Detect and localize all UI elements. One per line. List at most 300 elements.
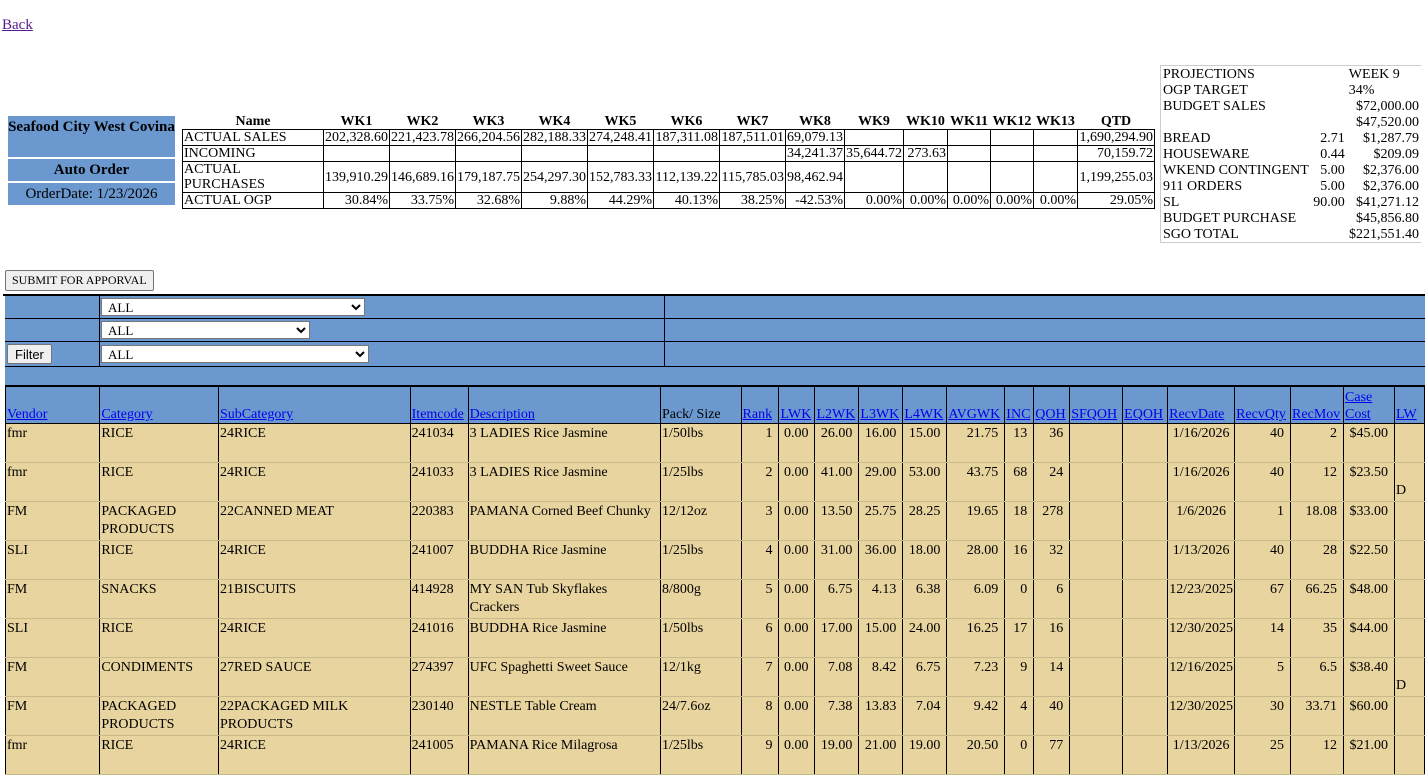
weeks-cell xyxy=(654,146,720,162)
item-cell-eqoh xyxy=(1123,424,1168,463)
sort-link-description[interactable]: Description xyxy=(469,407,535,422)
item-cell-recmov: 12 xyxy=(1291,463,1344,502)
weeks-cell: 0.00% xyxy=(991,193,1034,209)
weeks-cell xyxy=(1034,146,1078,162)
weeks-cell xyxy=(904,130,948,146)
projection-row xyxy=(1161,82,1421,98)
weeks-header-wk10: WK10 xyxy=(904,114,948,130)
item-cell-category: PACKAGED PRODUCTS xyxy=(100,502,219,541)
sort-link-rank[interactable]: Rank xyxy=(742,407,773,422)
item-cell-eqoh xyxy=(1123,502,1168,541)
item-cell-inc: 16 xyxy=(1005,541,1034,580)
item-cell-l3wk: 25.75 xyxy=(859,502,903,541)
item-cell-itemcode: 241007 xyxy=(410,541,468,580)
projection-label: BUDGET PURCHASE xyxy=(1163,210,1297,226)
item-cell-recvqty: 40 xyxy=(1235,424,1291,463)
weeks-row-label: ACTUAL OGP xyxy=(183,193,324,209)
item-cell-inc: 17 xyxy=(1005,619,1034,658)
item-cell-l3wk: 36.00 xyxy=(859,541,903,580)
item-cell-pack-size: 24/7.6oz xyxy=(660,697,741,736)
item-cell-description: MY SAN Tub Skyflakes Crackers xyxy=(468,580,660,619)
item-cell-description: BUDDHA Rice Jasmine xyxy=(468,541,660,580)
item-cell-sfqoh xyxy=(1070,697,1123,736)
items-table xyxy=(5,386,1425,775)
column-header-case-cost xyxy=(1344,387,1395,424)
item-cell-description: UFC Spaghetti Sweet Sauce xyxy=(468,658,660,697)
spacer-row xyxy=(5,367,1425,386)
item-cell-eqoh xyxy=(1123,658,1168,697)
item-cell-l2wk: 7.38 xyxy=(815,697,859,736)
item-cell-vendor: fmr xyxy=(6,424,100,463)
projection-label: SL xyxy=(1163,194,1180,210)
item-cell-recmov: 35 xyxy=(1291,619,1344,658)
weeks-cell xyxy=(720,146,786,162)
projection-value: $47,520.00 xyxy=(1356,114,1419,130)
item-cell-l4wk: 53.00 xyxy=(903,463,947,502)
item-cell-category: PACKAGED PRODUCTS xyxy=(100,697,219,736)
item-cell-lwk: 0.00 xyxy=(779,463,815,502)
weeks-cell xyxy=(948,162,991,193)
weeks-cell: 152,783.33 xyxy=(588,162,654,193)
item-cell-l3wk: 4.13 xyxy=(859,580,903,619)
item-cell-category: RICE xyxy=(100,541,219,580)
filter-row-subcategory xyxy=(5,342,1425,367)
item-cell-rank: 5 xyxy=(741,580,779,619)
item-cell-recmov: 6.5 xyxy=(1291,658,1344,697)
item-cell-itemcode: 241016 xyxy=(410,619,468,658)
weeks-cell xyxy=(948,130,991,146)
weeks-cell xyxy=(390,146,456,162)
weeks-cell: 274,248.41 xyxy=(589,130,652,145)
weeks-row-label: INCOMING xyxy=(183,146,324,162)
projection-factor xyxy=(1311,98,1347,114)
item-cell-lwk: 0.00 xyxy=(779,619,815,658)
column-header-pack-size: Pack/ Size xyxy=(660,387,741,424)
item-cell-qoh: 77 xyxy=(1034,736,1070,775)
weeks-cell: 1,690,294.90 xyxy=(1079,130,1153,145)
sort-link-inc[interactable]: INC xyxy=(1006,407,1031,422)
item-cell-lwk: 0.00 xyxy=(779,502,815,541)
projection-label xyxy=(1161,114,1311,130)
sort-link-case-cost[interactable]: Case Cost xyxy=(1345,390,1373,422)
item-cell-l3wk: 15.00 xyxy=(859,619,903,658)
projection-value: $45,856.80 xyxy=(1356,210,1419,226)
sort-link-l4wk[interactable]: L4WK xyxy=(904,407,944,422)
projection-factor xyxy=(1311,226,1347,242)
item-cell-subcategory: 21BISCUITS xyxy=(218,580,410,619)
item-cell-qoh: 14 xyxy=(1034,658,1070,697)
item-cell-pack-size: 8/800g xyxy=(660,580,741,619)
weeks-header-wk13: WK13 xyxy=(1034,114,1078,130)
item-cell-category: CONDIMENTS xyxy=(100,658,219,697)
item-cell-inc: 0 xyxy=(1005,580,1034,619)
sort-link-eqoh[interactable]: EQOH xyxy=(1124,407,1164,422)
column-header-l3wk xyxy=(859,387,903,424)
item-cell-itemcode: 241034 xyxy=(410,424,468,463)
item-cell-lw xyxy=(1394,502,1424,541)
weeks-row-label: ACTUAL PURCHASES xyxy=(183,162,324,193)
item-cell-sfqoh xyxy=(1070,619,1123,658)
weeks-row-actual-sales xyxy=(183,130,1155,146)
item-cell-l3wk: 13.83 xyxy=(859,697,903,736)
item-cell-pack-size: 1/25lbs xyxy=(660,463,741,502)
item-cell-eqoh xyxy=(1123,736,1168,775)
item-cell-itemcode: 230140 xyxy=(410,697,468,736)
item-cell-recmov: 66.25 xyxy=(1291,580,1344,619)
item-cell-lwk: 0.00 xyxy=(779,541,815,580)
item-cell-recvqty: 30 xyxy=(1235,697,1291,736)
item-cell-sfqoh xyxy=(1070,502,1123,541)
item-cell-recvqty: 25 xyxy=(1235,736,1291,775)
sort-link-l3wk[interactable]: L3WK xyxy=(860,407,900,422)
item-cell-itemcode: 414928 xyxy=(410,580,468,619)
projection-row xyxy=(1161,66,1421,82)
weeks-header-wk11: WK11 xyxy=(948,114,991,130)
item-cell-pack-size: 1/50lbs xyxy=(660,619,741,658)
weeks-row-actual-purchases xyxy=(183,162,1155,193)
item-cell-l4wk: 6.75 xyxy=(903,658,947,697)
item-cell-case-cost: $48.00 xyxy=(1344,580,1395,619)
item-cell-subcategory: 27RED SAUCE xyxy=(218,658,410,697)
item-cell-itemcode: 241033 xyxy=(410,463,468,502)
weeks-header-wk4: WK4 xyxy=(522,114,588,130)
item-cell-subcategory: 24RICE xyxy=(218,424,410,463)
item-cell-l4wk: 6.38 xyxy=(903,580,947,619)
submit-for-approval-button[interactable]: SUBMIT FOR APPORVAL xyxy=(5,270,154,291)
item-cell-l2wk: 13.50 xyxy=(815,502,859,541)
item-cell-vendor: fmr xyxy=(6,463,100,502)
weeks-cell: 0.00% xyxy=(904,193,948,209)
item-cell-lwk: 0.00 xyxy=(779,580,815,619)
item-cell-rank: 8 xyxy=(741,697,779,736)
column-header-itemcode xyxy=(410,387,468,424)
projection-value: $2,376.00 xyxy=(1363,162,1419,178)
store-info-panel xyxy=(7,115,176,206)
sort-link-subcategory[interactable]: SubCategory xyxy=(219,407,294,422)
item-cell-rank: 1 xyxy=(741,424,779,463)
weeks-cell: 0.00% xyxy=(1034,193,1078,209)
item-row xyxy=(6,541,1425,580)
weeks-cell: 35,644.72 xyxy=(846,146,902,161)
item-cell-description: BUDDHA Rice Jasmine xyxy=(468,619,660,658)
item-cell-case-cost: $33.00 xyxy=(1344,502,1395,541)
item-cell-pack-size: 1/25lbs xyxy=(660,541,741,580)
column-header-l2wk xyxy=(815,387,859,424)
column-header-recvqty xyxy=(1235,387,1291,424)
item-cell-lw xyxy=(1394,424,1424,463)
item-cell-recvdate: 1/13/2026 xyxy=(1168,736,1235,775)
weeks-cell xyxy=(1034,162,1078,193)
weeks-header-wk7: WK7 xyxy=(720,114,786,130)
weeks-cell: 282,188.33 xyxy=(523,130,586,145)
item-cell-vendor: SLI xyxy=(6,619,100,658)
weeks-cell xyxy=(948,146,991,162)
weeks-cell: 139,910.29 xyxy=(324,162,390,193)
item-row xyxy=(6,502,1425,541)
item-cell-inc: 4 xyxy=(1005,697,1034,736)
item-cell-recvqty: 40 xyxy=(1235,463,1291,502)
weeks-header-qtd: QTD xyxy=(1078,114,1155,130)
order-date: OrderDate: 1/23/2026 xyxy=(7,182,176,206)
item-cell-pack-size: 1/25lbs xyxy=(660,736,741,775)
filter-button[interactable]: Filter xyxy=(7,344,52,364)
item-cell-rank: 6 xyxy=(741,619,779,658)
column-header-rank xyxy=(741,387,779,424)
item-cell-lwk: 0.00 xyxy=(779,658,815,697)
item-row xyxy=(6,424,1425,463)
item-cell-rank: 2 xyxy=(741,463,779,502)
sort-link-itemcode[interactable]: Itemcode xyxy=(411,407,464,422)
column-header-vendor xyxy=(6,387,100,424)
store-name: Seafood City West Covina xyxy=(7,115,176,158)
item-cell-recmov: 28 xyxy=(1291,541,1344,580)
item-cell-subcategory: 24RICE xyxy=(218,736,410,775)
column-header-l4wk xyxy=(903,387,947,424)
item-cell-recmov: 33.71 xyxy=(1291,697,1344,736)
item-cell-vendor: SLI xyxy=(6,541,100,580)
item-cell-l3wk: 8.42 xyxy=(859,658,903,697)
item-cell-vendor: FM xyxy=(6,658,100,697)
item-row xyxy=(6,463,1425,502)
sort-link-vendor[interactable]: Vendor xyxy=(7,407,48,422)
projection-row xyxy=(1161,178,1421,194)
weeks-cell: 38.25% xyxy=(720,193,786,209)
column-header-eqoh xyxy=(1123,387,1168,424)
projection-factor: 5.00 xyxy=(1320,162,1345,178)
sort-link-l2wk[interactable]: L2WK xyxy=(816,407,856,422)
weeks-cell: -42.53% xyxy=(786,193,845,209)
item-cell-sfqoh xyxy=(1070,463,1123,502)
item-cell-qoh: 278 xyxy=(1034,502,1070,541)
item-cell-category: RICE xyxy=(100,736,219,775)
sort-link-lw[interactable]: LW xyxy=(1395,407,1417,422)
item-cell-rank: 4 xyxy=(741,541,779,580)
weeks-header-wk1: WK1 xyxy=(324,114,390,130)
sort-link-recmov[interactable]: RecMov xyxy=(1292,407,1341,422)
item-cell-recvdate: 1/6/2026 xyxy=(1168,502,1235,541)
sort-link-qoh[interactable]: QOH xyxy=(1035,407,1066,422)
weeks-cell: 1,199,255.03 xyxy=(1078,162,1155,193)
item-cell-l2wk: 6.75 xyxy=(815,580,859,619)
sort-link-sfqoh[interactable]: SFQOH xyxy=(1071,407,1118,422)
weeks-header-wk6: WK6 xyxy=(654,114,720,130)
weeks-cell xyxy=(1034,130,1078,146)
projection-row xyxy=(1161,194,1421,210)
item-cell-recmov: 2 xyxy=(1291,424,1344,463)
weeks-cell: 187,311.08 xyxy=(654,130,720,146)
weeks-cell: 30.84% xyxy=(324,193,390,209)
weeks-header-name: Name xyxy=(183,114,324,130)
projection-factor: 2.71 xyxy=(1320,130,1345,146)
item-row xyxy=(6,736,1425,775)
item-cell-avgwk: 16.25 xyxy=(947,619,1005,658)
weeks-cell xyxy=(845,130,904,146)
item-cell-recvdate: 1/16/2026 xyxy=(1168,424,1235,463)
item-cell-sfqoh xyxy=(1070,541,1123,580)
projection-factor: 90.00 xyxy=(1313,194,1345,210)
item-cell-recvqty: 67 xyxy=(1235,580,1291,619)
item-cell-subcategory: 24RICE xyxy=(218,619,410,658)
vendor-select[interactable] xyxy=(101,298,365,316)
back-link[interactable]: Back xyxy=(2,17,33,33)
item-cell-case-cost: $45.00 xyxy=(1344,424,1395,463)
projection-label: SGO TOTAL xyxy=(1163,226,1239,242)
item-cell-qoh: 40 xyxy=(1034,697,1070,736)
item-cell-lw xyxy=(1394,736,1424,775)
item-cell-lwk: 0.00 xyxy=(779,736,815,775)
item-row xyxy=(6,697,1425,736)
item-cell-case-cost: $44.00 xyxy=(1344,619,1395,658)
item-cell-recvdate: 12/30/2025 xyxy=(1168,697,1235,736)
weeks-row-incoming xyxy=(183,146,1155,162)
projection-label: HOUSEWARE xyxy=(1163,146,1250,162)
weeks-cell: 0.00% xyxy=(948,193,991,209)
column-header-lwk xyxy=(779,387,815,424)
item-cell-description: PAMANA Corned Beef Chunky xyxy=(468,502,660,541)
column-header-avgwk xyxy=(947,387,1005,424)
item-cell-case-cost: $38.40 xyxy=(1344,658,1395,697)
item-cell-description: PAMANA Rice Milagrosa xyxy=(468,736,660,775)
item-cell-itemcode: 220383 xyxy=(410,502,468,541)
item-row xyxy=(6,619,1425,658)
category-select[interactable] xyxy=(101,321,310,339)
item-cell-sfqoh xyxy=(1070,424,1123,463)
item-cell-description: NESTLE Table Cream xyxy=(468,697,660,736)
projection-row xyxy=(1161,146,1421,162)
item-cell-lw: D xyxy=(1394,463,1424,502)
item-cell-avgwk: 6.09 xyxy=(947,580,1005,619)
item-cell-vendor: FM xyxy=(6,697,100,736)
item-cell-l3wk: 21.00 xyxy=(859,736,903,775)
item-cell-inc: 18 xyxy=(1005,502,1034,541)
filter-row-category xyxy=(5,319,1425,342)
weeks-header-wk3: WK3 xyxy=(456,114,522,130)
item-cell-avgwk: 28.00 xyxy=(947,541,1005,580)
item-cell-qoh: 6 xyxy=(1034,580,1070,619)
projection-factor: 0.44 xyxy=(1320,146,1345,162)
order-grid xyxy=(3,294,1425,753)
item-cell-recvqty: 40 xyxy=(1235,541,1291,580)
item-cell-category: RICE xyxy=(100,424,219,463)
item-cell-rank: 9 xyxy=(741,736,779,775)
item-cell-eqoh xyxy=(1123,619,1168,658)
weekly-summary-table xyxy=(182,114,1155,209)
weeks-cell: 273.63 xyxy=(904,146,948,162)
auto-order-label: Auto Order xyxy=(7,158,176,182)
item-cell-l4wk: 18.00 xyxy=(903,541,947,580)
projection-row xyxy=(1161,130,1421,146)
weeks-cell: 187,511.01 xyxy=(720,130,786,146)
projections-panel xyxy=(1160,65,1421,243)
column-header-description xyxy=(468,387,660,424)
item-cell-l2wk: 41.00 xyxy=(815,463,859,502)
item-cell-itemcode: 274397 xyxy=(410,658,468,697)
item-cell-eqoh xyxy=(1123,541,1168,580)
item-cell-sfqoh xyxy=(1070,658,1123,697)
item-cell-qoh: 36 xyxy=(1034,424,1070,463)
projection-label: 911 ORDERS xyxy=(1163,178,1243,194)
projection-value: $1,287.79 xyxy=(1363,130,1419,146)
projection-row xyxy=(1161,210,1421,226)
column-header-subcategory xyxy=(218,387,410,424)
item-cell-category: RICE xyxy=(100,619,219,658)
item-cell-recvdate: 12/23/2025 xyxy=(1168,580,1235,619)
item-cell-l4wk: 19.00 xyxy=(903,736,947,775)
item-cell-inc: 13 xyxy=(1005,424,1034,463)
sort-link-lwk[interactable]: LWK xyxy=(780,407,812,422)
item-cell-case-cost: $21.00 xyxy=(1344,736,1395,775)
filter-row-vendor xyxy=(5,296,1425,319)
weeks-header-wk12: WK12 xyxy=(991,114,1034,130)
sort-link-avgwk[interactable]: AVGWK xyxy=(948,407,1001,422)
item-cell-case-cost: $23.50 xyxy=(1344,463,1395,502)
sort-link-recvqty[interactable]: RecvQty xyxy=(1236,407,1286,422)
item-cell-qoh: 24 xyxy=(1034,463,1070,502)
projection-factor xyxy=(1311,82,1347,98)
projection-value: $221,551.40 xyxy=(1349,226,1419,242)
item-cell-avgwk: 19.65 xyxy=(947,502,1005,541)
item-cell-recvdate: 12/30/2025 xyxy=(1168,619,1235,658)
item-cell-recmov: 12 xyxy=(1291,736,1344,775)
item-cell-l4wk: 28.25 xyxy=(903,502,947,541)
weeks-cell: 34,241.37 xyxy=(787,146,843,161)
projection-value: WEEK 9 xyxy=(1348,66,1400,82)
item-cell-case-cost: $22.50 xyxy=(1344,541,1395,580)
item-cell-vendor: fmr xyxy=(6,736,100,775)
projection-factor xyxy=(1311,66,1347,82)
item-cell-lw xyxy=(1394,697,1424,736)
item-row xyxy=(6,580,1425,619)
weeks-cell xyxy=(991,146,1034,162)
weeks-cell xyxy=(991,162,1034,193)
weeks-cell: 9.88% xyxy=(522,193,588,209)
projection-value: $2,376.00 xyxy=(1363,178,1419,194)
column-header-recmov xyxy=(1291,387,1344,424)
subcategory-select[interactable] xyxy=(101,345,369,363)
item-row xyxy=(6,658,1425,697)
item-cell-l4wk: 24.00 xyxy=(903,619,947,658)
item-cell-case-cost: $60.00 xyxy=(1344,697,1395,736)
item-cell-lw xyxy=(1394,619,1424,658)
weeks-cell: 0.00% xyxy=(845,193,904,209)
item-cell-avgwk: 9.42 xyxy=(947,697,1005,736)
item-cell-description: 3 LADIES Rice Jasmine xyxy=(468,463,660,502)
item-cell-eqoh xyxy=(1123,580,1168,619)
item-cell-itemcode: 241005 xyxy=(410,736,468,775)
weeks-cell: 112,139.22 xyxy=(654,162,720,193)
item-cell-l2wk: 31.00 xyxy=(815,541,859,580)
projection-label: WKEND CONTINGENT xyxy=(1163,162,1309,178)
weeks-cell: 266,204.56 xyxy=(457,130,520,145)
sort-link-recvdate[interactable]: RecvDate xyxy=(1169,407,1225,422)
weeks-row-actual-ogp xyxy=(183,193,1155,209)
weeks-cell: 179,187.75 xyxy=(456,162,522,193)
item-cell-eqoh xyxy=(1123,697,1168,736)
weeks-cell xyxy=(904,162,948,193)
item-cell-qoh: 16 xyxy=(1034,619,1070,658)
projection-row xyxy=(1161,98,1421,114)
projection-factor xyxy=(1311,210,1347,226)
weeks-cell: 221,423.78 xyxy=(391,130,454,145)
column-header-qoh xyxy=(1034,387,1070,424)
column-header-category xyxy=(100,387,219,424)
item-cell-rank: 7 xyxy=(741,658,779,697)
sort-link-category[interactable]: Category xyxy=(101,407,153,422)
item-cell-recvdate: 1/13/2026 xyxy=(1168,541,1235,580)
item-cell-vendor: FM xyxy=(6,580,100,619)
item-cell-lw xyxy=(1394,541,1424,580)
item-cell-l3wk: 16.00 xyxy=(859,424,903,463)
